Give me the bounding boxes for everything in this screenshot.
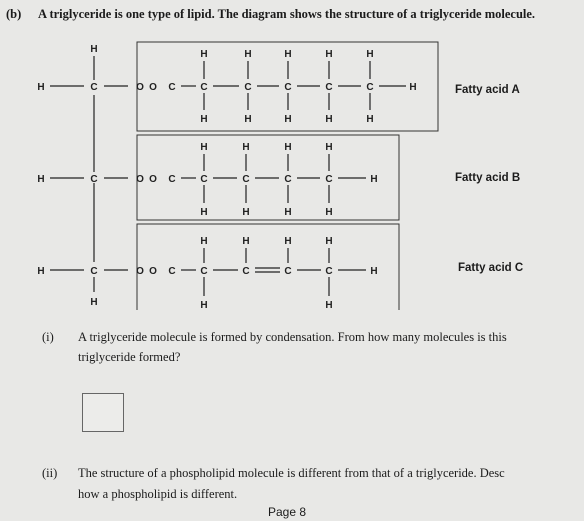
question-ii-line2: how a phospholipid is different. (78, 487, 238, 501)
fa-c-h-top: H (325, 236, 333, 247)
fa-b-h-top: H (325, 142, 333, 153)
ester-o2: O (149, 174, 157, 185)
fa-c-c: C (242, 266, 250, 277)
fa-c-c: C (200, 266, 208, 277)
fa-b-h-bottom: H (325, 207, 333, 218)
question-i-number: (i) (42, 330, 54, 344)
fa-a-h-top: H (244, 49, 252, 60)
glycerol-c: C (90, 82, 98, 93)
glycerol-h-left: H (37, 266, 45, 277)
carbonyl-c: C (168, 266, 176, 277)
glycerol-c: C (90, 266, 98, 277)
glycerol-h-left: H (37, 82, 45, 93)
glycerol-h-left: H (37, 174, 45, 185)
fa-b-c: C (325, 174, 333, 185)
fa-a-h-end: H (409, 82, 417, 93)
question-i-line1: A triglyceride molecule is formed by condensation. From how many molecules is this (78, 330, 507, 344)
fa-a-c: C (200, 82, 208, 93)
fatty-acid-c-box (137, 224, 399, 310)
fa-a-h-bottom: H (366, 114, 374, 125)
fa-c-h-end: H (370, 266, 378, 277)
fa-c-h-bottom: H (325, 300, 333, 310)
fa-b-h-top: H (242, 142, 250, 153)
fatty-acid-b-label: Fatty acid B (455, 172, 521, 184)
glycerol-h-bottom: H (90, 297, 98, 308)
fa-b-c: C (200, 174, 208, 185)
fa-a-h-bottom: H (284, 114, 292, 125)
fa-b-c: C (242, 174, 250, 185)
part-label: (b) (6, 7, 22, 21)
carbonyl-c: C (168, 174, 176, 185)
ester-o: O (136, 266, 144, 277)
fa-b-h-bottom: H (200, 207, 208, 218)
fa-a-c: C (284, 82, 292, 93)
fa-b-h-bottom: H (242, 207, 250, 218)
fatty-acid-c-label: Fatty acid C (458, 262, 524, 274)
fa-c-h-top: H (242, 236, 250, 247)
question-ii-line1: The structure of a phospholipid molecule is different from that of a triglyceride. Desc (78, 466, 505, 480)
answer-box[interactable] (82, 393, 124, 432)
fa-a-c: C (244, 82, 252, 93)
ester-o: O (136, 82, 144, 93)
fa-a-h-top: H (200, 49, 208, 60)
fa-b-h-top: H (200, 142, 208, 153)
ester-o2: O (149, 266, 157, 277)
fa-c-h-top: H (284, 236, 292, 247)
fa-a-h-bottom: H (325, 114, 333, 125)
fa-b-c: C (284, 174, 292, 185)
question-i-line2: triglyceride formed? (78, 350, 181, 364)
intro-text: A triglyceride is one type of lipid. The diagram shows the structure of a triglyceride molecule. (38, 7, 536, 21)
fa-b-h-end: H (370, 174, 378, 185)
fa-c-c: C (325, 266, 333, 277)
fa-a-h-bottom: H (200, 114, 208, 125)
page-number: Page 8 (268, 505, 307, 519)
fatty-acid-a-label: Fatty acid A (455, 84, 520, 96)
carbonyl-c: C (168, 82, 176, 93)
fa-c-h-top: H (200, 236, 208, 247)
fa-a-h-top: H (325, 49, 333, 60)
glycerol-c: C (90, 174, 98, 185)
glycerol-h-top: H (90, 44, 98, 55)
ester-o2: O (149, 82, 157, 93)
fa-c-h-bottom: H (200, 300, 208, 310)
fa-b-h-top: H (284, 142, 292, 153)
fa-a-h-bottom: H (244, 114, 252, 125)
fa-a-h-top: H (284, 49, 292, 60)
fa-a-c: C (366, 82, 374, 93)
ester-o: O (136, 174, 144, 185)
question-ii-number: (ii) (42, 466, 58, 480)
fa-b-h-bottom: H (284, 207, 292, 218)
fa-c-c: C (284, 266, 292, 277)
fa-a-c: C (325, 82, 333, 93)
fa-a-h-top: H (366, 49, 374, 60)
